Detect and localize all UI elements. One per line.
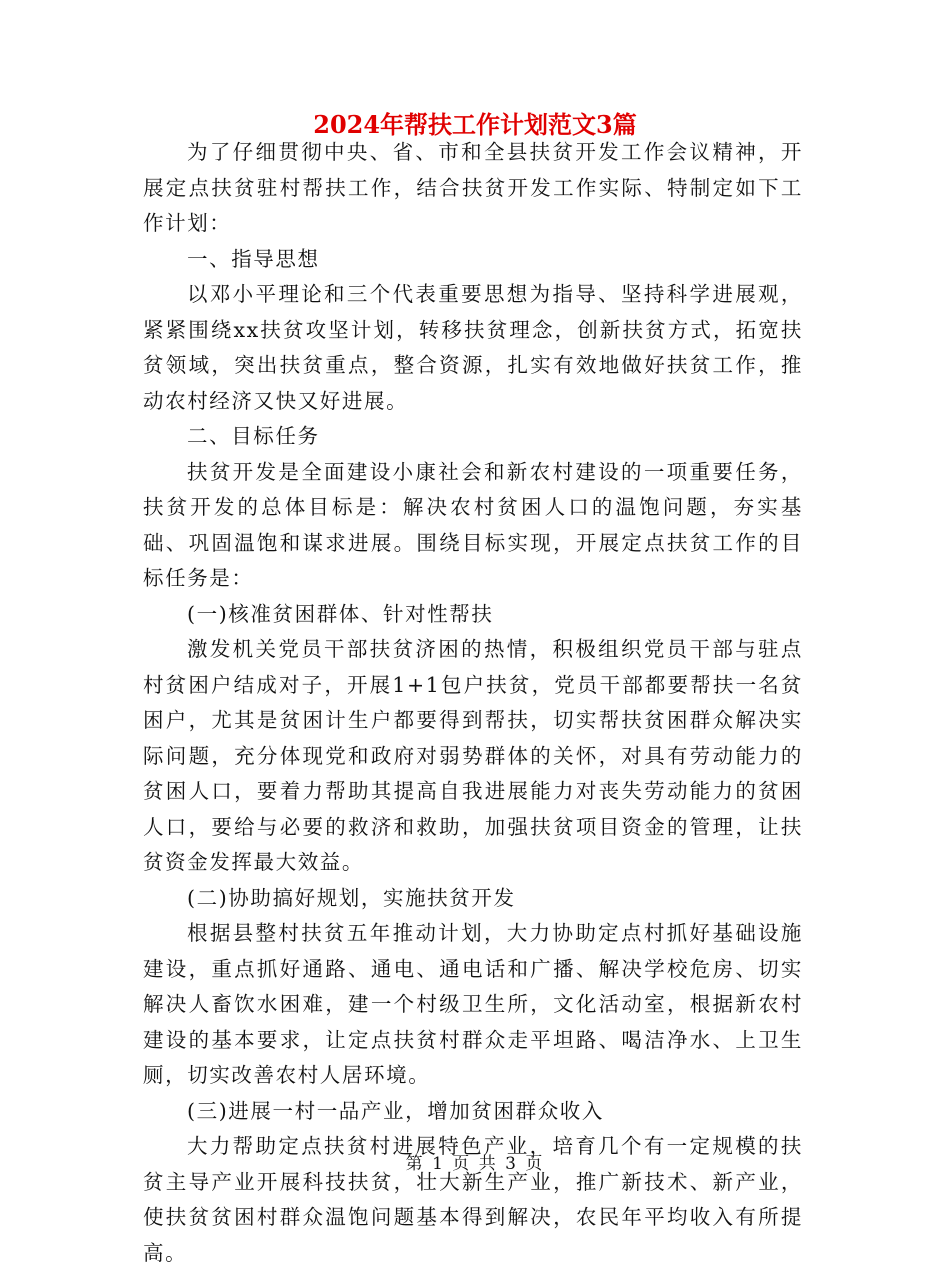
section-heading-guiding-ideology: 一、指导思想 (187, 246, 320, 271)
document-title: 2024年帮扶工作计划范文3篇 (313, 110, 637, 139)
planning-paragraph: 根据县整村扶贫五年推动计划，大力协助定点村抓好基础设施建设，重点抓好通路、通电、通电话和广播、解决学校危房、切实解决人畜饮水困难，建一个村级卫生所，文化活动室，根据新农村建设的基本要求，让定点扶贫村群众走平坦路、喝洁净水、上卫生厕，切实改善农村人居环境。 (143, 921, 803, 1087)
subheading-targeted-assistance: (一)核准贫困群体、针对性帮扶 (187, 601, 494, 626)
guiding-ideology-paragraph: 以邓小平理论和三个代表重要思想为指导、坚持科学进展观，紧紧围绕xx扶贫攻坚计划，转移扶贫理念，创新扶贫方式，拓宽扶贫领域，突出扶贫重点，整合资源，扎实有效地做好扶贫工作，推动农村经济又快又好进展。 (143, 282, 803, 413)
page-number-label: 第 1 页 共 3 页 (405, 1154, 545, 1174)
industry-paragraph: 大力帮助定点扶贫村进展特色产业，培育几个有一定规模的扶贫主导产业开展科技扶贫，壮大新生产业，推广新技术、新产业，使扶贫贫困村群众温饱问题基本得到解决，农民年平均收入有所提高。 (143, 1134, 803, 1265)
document-body (143, 135, 803, 1271)
targeted-assistance-paragraph: 激发机关党员干部扶贫济困的热情，积极组织党员干部与驻点村贫困户结成对子，开展1+1包户扶贫，党员干部都要帮扶一名贫困户，尤其是贫困计生户都要得到帮扶，切实帮扶贫困群众解决实际问题，充分体现党和政府对弱势群体的关怀，对具有劳动能力的贫困人口，要着力帮助其提高自我进展能力对丧失劳动能力的贫困人口，要给与必要的救济和救助，加强扶贫项目资金的管理，让扶贫资金发挥最大效益。 (143, 637, 803, 874)
goals-paragraph: 扶贫开发是全面建设小康社会和新农村建设的一项重要任务，扶贫开发的总体目标是：解决农村贫困人口的温饱问题，夯实基础、巩固温饱和谋求进展。围绕目标实现，开展定点扶贫工作的目标任务是： (143, 459, 803, 590)
section-heading-goals: 二、目标任务 (187, 424, 320, 448)
intro-paragraph: 为了仔细贯彻中央、省、市和全县扶贫开发工作会议精神，开展定点扶贫驻村帮扶工作，结合扶贫开发工作实际、特制定如下工作计划： (143, 140, 803, 235)
subheading-planning: (二)协助搞好规划，实施扶贫开发 (187, 885, 516, 910)
subheading-industry: (三)进展一村一品产业，增加贫困群众收入 (187, 1098, 604, 1123)
page-footer (0, 1153, 950, 1175)
